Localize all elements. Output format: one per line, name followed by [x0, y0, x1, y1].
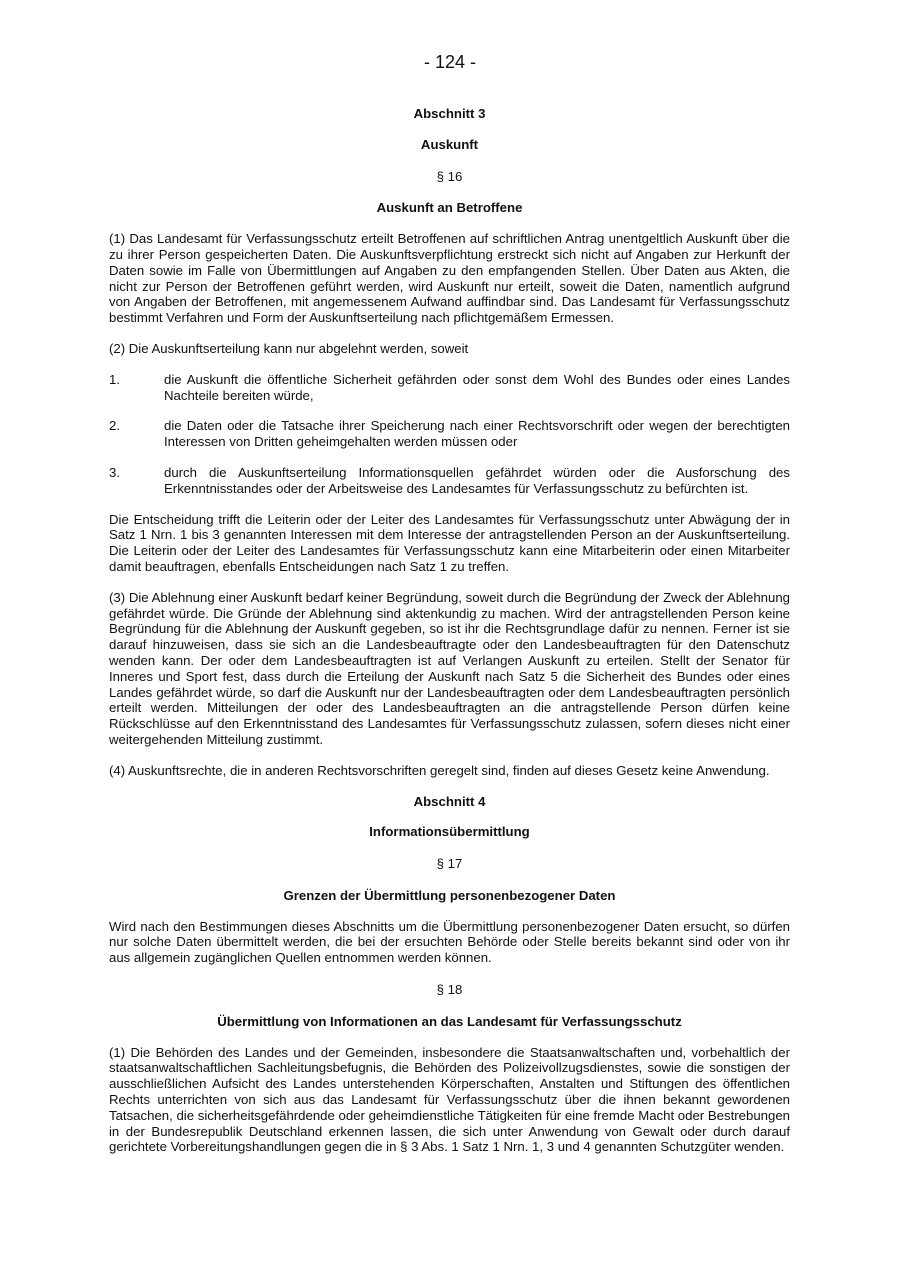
list-item-text: durch die Auskunftserteilung Informationsquellen gefährdet würden oder die Ausforschung des Erkenntnisstandes oder der Arbeitsweise des Landesamtes für Verfassungsschutz zu befürchten ist. [164, 464, 790, 496]
paragraph-16-number: § 16 [436, 168, 463, 184]
list-item-text: die Daten oder die Tatsache ihrer Speicherung nach einer Rechtsvorschrift oder wegen der berechtigten Interessen von Dritten geheimgehalten werden müssen oder [164, 418, 790, 450]
section-4-title: Informationsübermittlung [369, 824, 530, 840]
paragraph-18-title: Übermittlung von Informationen an das Landesamt für Verfassungsschutz [217, 1013, 682, 1029]
section-3-title: Auskunft [420, 136, 479, 152]
list-item-number: 3. [109, 464, 120, 480]
list-item-number: 2. [109, 418, 120, 434]
page-number: - 124 - [423, 52, 477, 72]
list-item [109, 465, 790, 497]
paragraph-16-title: Auskunft an Betroffene [376, 200, 523, 216]
list-item-text: die Auskunft die öffentliche Sicherheit gefährden oder sonst dem Wohl des Bundes oder eines Landes Nachteile bereiten würde, [164, 371, 790, 403]
paragraph-18-number: § 18 [436, 982, 463, 998]
page-content [109, 106, 790, 1155]
paragraph-16-clause-3: (3) Die Ablehnung einer Auskunft bedarf keiner Begründung, soweit durch die Begründung der Zweck der Ablehnung gefährdet würde. Die Gründe der Ablehnung sind aktenkundig zu machen. Wird der antragstellenden Person keine Begründung für die Ablehnung der Auskunft gegeben, so ist ihr die Rechtsgrundlage dafür zu nennen. Ferner ist sie darauf hinzuweisen, dass sie sich an die Landesbeauftragte oder den Landesbeauftragten für den Datenschutz wenden kann. Der oder dem Landesbeauftragten ist auf Verlangen Auskunft zu erteilen. Stellt der Senator für Inneres und Sport fest, dass durch die Erteilung der Auskunft nach Satz 5 die Sicherheit des Bundes oder eines Landes gefährdet würde, so darf die Auskunft nur der Landesbeauftragten oder dem Landesbeauftragten persönlich erteilt werden. Mitteilungen der oder des Landesbeauftragten an die antragstellende Person dürfen keine Rückschlüsse auf den Erkenntnisstand des Landesamtes für Verfassungsschutz zulassen, sofern dieses nicht einer weitergehenden Mitteilung zustimmt. [109, 589, 790, 747]
list-item [109, 372, 790, 404]
paragraph-16-decision: Die Entscheidung trifft die Leiterin oder der Leiter des Landesamtes für Verfassungsschutz unter Abwägung der in Satz 1 Nrn. 1 bis 3 genannten Interessen mit dem Interesse der antragstellenden Person an der Auskunftserteilung. Die Leiterin oder der Leiter des Landesamtes für Verfassungsschutz kann eine Mitarbeiterin oder einen Mitarbeiter damit beauftragen, ebenfalls Entscheidungen nach Satz 1 zu treffen. [109, 511, 790, 574]
paragraph-16-clause-2: (2) Die Auskunftserteilung kann nur abgelehnt werden, soweit [109, 340, 469, 356]
section-4-heading: Abschnitt 4 [413, 793, 486, 809]
paragraph-18-clause-1: (1) Die Behörden des Landes und der Gemeinden, insbesondere die Staatsanwaltschaften und, vorbehaltlich der staatsanwaltschaftlichen Sachleitungsbefugnis, die Behörden des Polizeivollzugsdienstes, sowie die sonstigen der ausschließlichen Aufsicht des Landes unterstehenden Körperschaften, Anstalten und Stiftungen des öffentlichen Rechts unterrichten von sich aus das Landesamt für Verfassungsschutz über die ihnen bekannt gewordenen Tatsachen, die sicherheitsgefährdende oder geheimdienstliche Tätigkeiten für eine fremde Macht oder Bestrebungen in der Bundesrepublik Deutschland erkennen lassen, die sich unter Anwendung von Gewalt oder durch darauf gerichtete Vorbereitungshandlungen gegen die in § 3 Abs. 1 Satz 1 Nrn. 1, 3 und 4 genannten Schutzgüter wenden. [109, 1044, 790, 1155]
paragraph-16-clause-1: (1) Das Landesamt für Verfassungsschutz erteilt Betroffenen auf schriftlichen Antrag unentgeltlich Auskunft über die zu ihrer Person gespeicherten Daten. Die Auskunftsverpflichtung erstreckt sich nicht auf Angaben zur Herkunft der Daten sowie im Falle von Übermittlungen auf Angaben zu den empfangenden Stellen. Über Daten aus Akten, die nicht zur Person der Betroffenen geführt werden, wird Auskunft nur erteilt, soweit die Daten, namentlich aufgrund von Angaben der Betroffenen, mit angemessenem Aufwand auffindbar sind. Das Landesamt für Verfassungsschutz bestimmt Verfahren und Form der Auskunftserteilung nach pflichtgemäßem Ermessen. [109, 231, 790, 326]
list-item-number: 1. [109, 371, 120, 387]
paragraph-17-text: Wird nach den Bestimmungen dieses Abschnitts um die Übermittlung personenbezogener Daten ersucht, so dürfen nur solche Daten übermittelt werden, die bei der ersuchten Behörde oder Stelle bereits bekannt sind oder von ihr aus allgemein zugänglichen Quellen entnommen werden können. [109, 918, 790, 966]
paragraph-17-title: Grenzen der Übermittlung personenbezogener Daten [283, 887, 616, 903]
paragraph-16-clause-4: (4) Auskunftsrechte, die in anderen Rechtsvorschriften geregelt sind, finden auf dieses Gesetz keine Anwendung. [109, 762, 770, 778]
paragraph-17-number: § 17 [436, 856, 463, 872]
list-item [109, 418, 790, 450]
section-3-heading: Abschnitt 3 [413, 106, 486, 121]
